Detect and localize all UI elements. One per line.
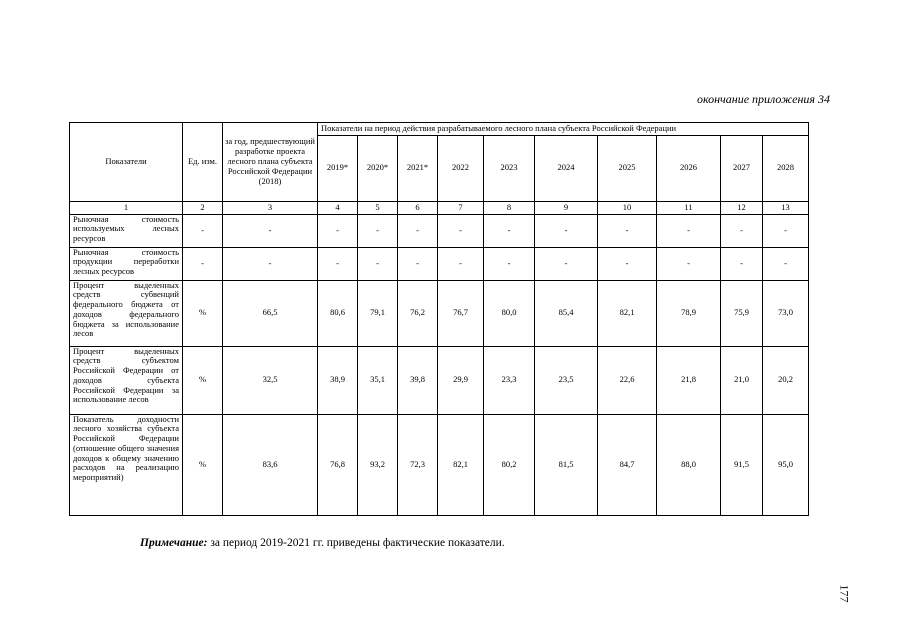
indicator-name: Процент выделенных средств субъектом Российской Федерации от доходов субъекта Российской Федерации за использование лесов: [70, 346, 183, 414]
column-number: 9: [535, 201, 598, 214]
indicator-value: 73,0: [763, 280, 809, 346]
indicator-name: Рыночная стоимость продукции переработки лесных ресурсов: [70, 247, 183, 280]
table-row: [70, 247, 809, 280]
footnote-text: за период 2019-2021 гг. приведены фактические показатели.: [207, 537, 505, 549]
table-row: [70, 346, 809, 414]
indicator-value: 29,9: [438, 346, 484, 414]
indicator-value: -: [398, 247, 438, 280]
indicator-unit: -: [183, 214, 223, 247]
column-number: 3: [223, 201, 318, 214]
header-year: 2024: [535, 135, 598, 201]
footnote: [140, 537, 505, 549]
indicator-value: 22,6: [598, 346, 657, 414]
indicator-value: -: [535, 247, 598, 280]
column-number: 7: [438, 201, 484, 214]
indicator-value: -: [223, 214, 318, 247]
indicator-value: -: [358, 214, 398, 247]
column-number: 2: [183, 201, 223, 214]
column-number: 5: [358, 201, 398, 214]
header-indicators: Показатели: [70, 123, 183, 202]
indicator-value: 21,8: [657, 346, 721, 414]
indicator-value: 23,3: [484, 346, 535, 414]
appendix-caption: окончание приложения 34: [696, 92, 830, 106]
indicator-value: 32,5: [223, 346, 318, 414]
indicator-unit: %: [183, 346, 223, 414]
indicator-value: 78,9: [657, 280, 721, 346]
header-year: 2023: [484, 135, 535, 201]
header-year: 2028: [763, 135, 809, 201]
header-row-1: [70, 123, 809, 136]
indicator-value: -: [318, 214, 358, 247]
indicator-value: 88,0: [657, 414, 721, 515]
header-year: 2026: [657, 135, 721, 201]
indicator-value: 38,9: [318, 346, 358, 414]
indicator-name: Показатель доходности лесного хозяйства субъекта Российской Федерации (отношение общего значения доходов к общему значению расходов на реализацию мероприятий): [70, 414, 183, 515]
column-number-row: [70, 201, 809, 214]
table-row: [70, 280, 809, 346]
page-number: 177: [837, 584, 852, 603]
indicator-name: Процент выделенных средств субвенций федерального бюджета от доходов федерального бюджета за использование лесов: [70, 280, 183, 346]
indicator-value: 76,8: [318, 414, 358, 515]
indicator-value: -: [438, 247, 484, 280]
indicator-value: 66,5: [223, 280, 318, 346]
indicator-value: -: [318, 247, 358, 280]
header-year: 2020*: [358, 135, 398, 201]
table-row: [70, 414, 809, 515]
indicator-value: -: [721, 214, 763, 247]
column-number: 6: [398, 201, 438, 214]
indicator-value: -: [535, 214, 598, 247]
indicator-value: 84,7: [598, 414, 657, 515]
header-year: 2027: [721, 135, 763, 201]
indicator-value: -: [721, 247, 763, 280]
indicator-value: 93,2: [358, 414, 398, 515]
indicator-value: 83,6: [223, 414, 318, 515]
footnote-label: Примечание:: [140, 537, 208, 549]
header-year: 2025: [598, 135, 657, 201]
indicator-value: 23,5: [535, 346, 598, 414]
column-number: 8: [484, 201, 535, 214]
column-number: 1: [70, 201, 183, 214]
indicator-value: -: [657, 247, 721, 280]
table-row: [70, 214, 809, 247]
indicator-value: 21,0: [721, 346, 763, 414]
indicator-value: -: [223, 247, 318, 280]
indicator-value: 20,2: [763, 346, 809, 414]
indicator-value: 72,3: [398, 414, 438, 515]
header-period: Показатели на период действия разрабатываемого лесного плана субъекта Российской Федерации: [318, 123, 809, 136]
indicator-unit: %: [183, 414, 223, 515]
indicator-value: -: [763, 247, 809, 280]
indicator-value: -: [398, 214, 438, 247]
indicator-value: 82,1: [438, 414, 484, 515]
indicator-value: 39,8: [398, 346, 438, 414]
header-year: 2021*: [398, 135, 438, 201]
indicator-value: 76,2: [398, 280, 438, 346]
column-number: 11: [657, 201, 721, 214]
indicator-value: -: [657, 214, 721, 247]
indicator-value: 80,0: [484, 280, 535, 346]
indicator-value: -: [598, 247, 657, 280]
indicator-value: 81,5: [535, 414, 598, 515]
indicator-value: 95,0: [763, 414, 809, 515]
indicators-table: [69, 122, 809, 516]
indicator-value: -: [358, 247, 398, 280]
indicator-value: -: [763, 214, 809, 247]
column-number: 4: [318, 201, 358, 214]
indicator-value: -: [484, 214, 535, 247]
indicator-value: 79,1: [358, 280, 398, 346]
column-number: 13: [763, 201, 809, 214]
indicator-value: 76,7: [438, 280, 484, 346]
indicator-value: -: [438, 214, 484, 247]
indicator-value: 35,1: [358, 346, 398, 414]
indicator-value: 82,1: [598, 280, 657, 346]
indicator-value: 85,4: [535, 280, 598, 346]
column-number: 10: [598, 201, 657, 214]
header-unit: Ед. изм.: [183, 123, 223, 202]
indicator-name: Рыночная стоимость используемых лесных ресурсов: [70, 214, 183, 247]
indicator-value: 91,5: [721, 414, 763, 515]
indicator-unit: -: [183, 247, 223, 280]
indicator-value: -: [484, 247, 535, 280]
indicator-value: 80,6: [318, 280, 358, 346]
column-number: 12: [721, 201, 763, 214]
header-year: 2022: [438, 135, 484, 201]
header-year: 2019*: [318, 135, 358, 201]
header-prev-year: за год, предшествующий разработке проекта лесного плана субъекта Российской Федерации (2018): [223, 123, 318, 202]
indicator-value: 80,2: [484, 414, 535, 515]
indicator-value: 75,9: [721, 280, 763, 346]
indicator-unit: %: [183, 280, 223, 346]
indicator-value: -: [598, 214, 657, 247]
